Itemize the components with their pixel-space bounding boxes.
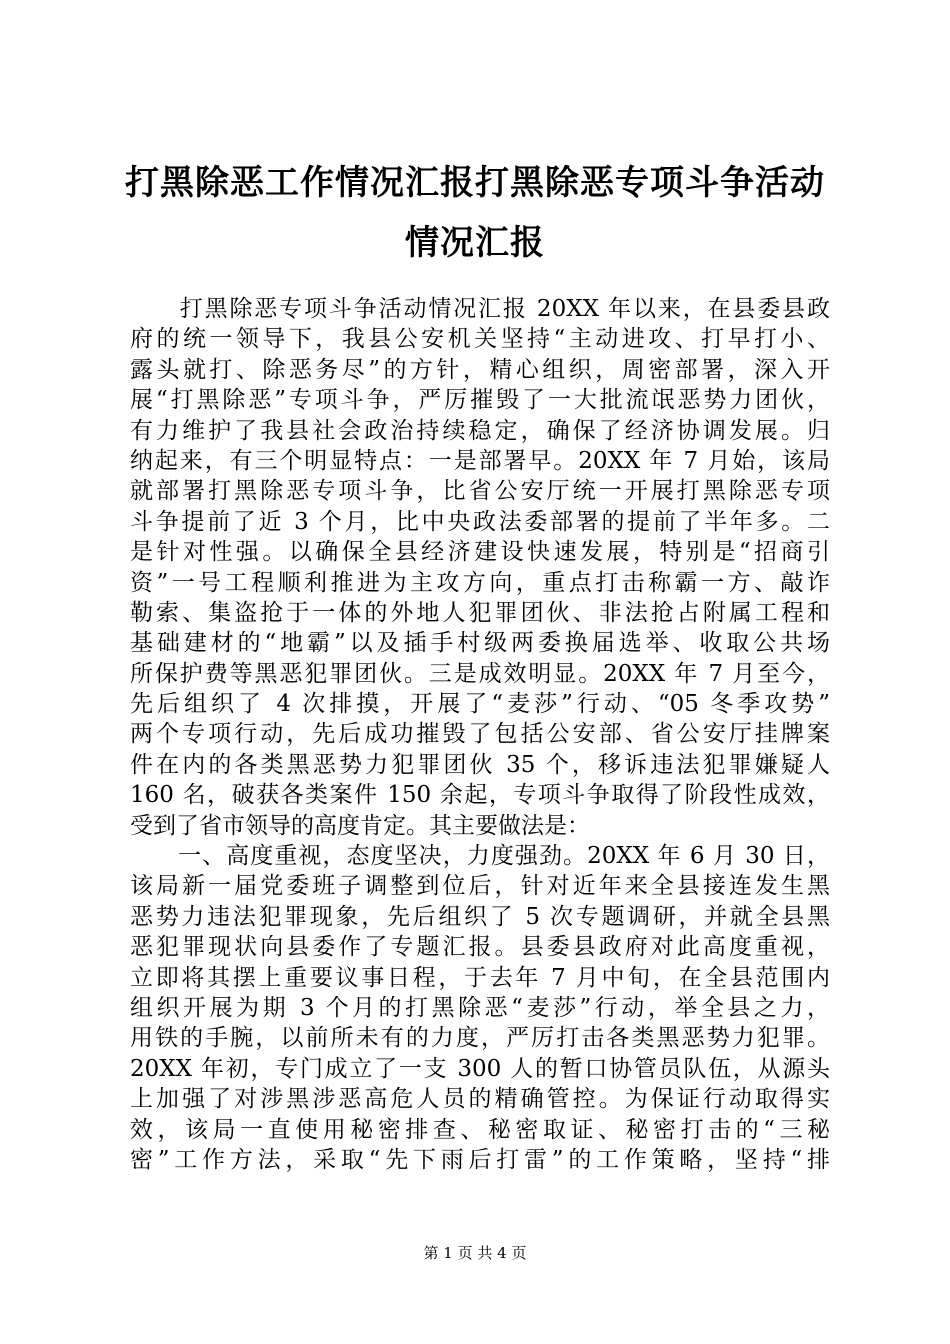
document-title-line-1: 打黑除恶工作情况汇报打黑除恶专项斗争活动: [125, 163, 825, 203]
document-title-line-2: 情况汇报: [405, 223, 545, 263]
body-line: 有力维护了我县社会政治持续稳定，确保了经济协调发展。归: [130, 417, 830, 444]
body-line: 打黑除恶专项斗争活动情况汇报 20XX 年以来，在县委县政: [130, 296, 830, 322]
body-line: 就部署打黑除恶专项斗争，比省公安厅统一开展打黑除恶专项: [130, 478, 830, 505]
body-line: 该局新一届党委班子调整到位后，针对近年来全县接连发生黑: [130, 873, 830, 900]
document-body: [130, 294, 830, 1175]
body-line: 资”一号工程顺利推进为主攻方向，重点打击称霸一方、敲诈: [130, 569, 830, 596]
body-line: 用铁的手腕，以前所未有的力度，严厉打击各类黑恶势力犯罪。: [130, 1025, 830, 1052]
body-line: 组织开展为期 3 个月的打黑除恶“麦莎”行动，举全县之力，: [130, 994, 830, 1021]
body-line: 先后组织了 4 次排摸，开展了“麦莎”行动、“05 冬季攻势”: [130, 691, 830, 718]
body-line: 展“打黑除恶”专项斗争，严厉摧毁了一大批流氓恶势力团伙，: [130, 387, 830, 414]
body-line: 斗争提前了近 3 个月，比中央政法委部署的提前了半年多。二: [130, 508, 830, 535]
body-line: 受到了省市领导的高度肯定。其主要做法是：: [130, 812, 590, 839]
body-line: 所保护费等黑恶犯罪团伙。三是成效明显。20XX 年 7 月至今，: [130, 660, 830, 687]
body-line: 勒索、集盗抢于一体的外地人犯罪团伙、非法抢占附属工程和: [130, 599, 830, 626]
body-line: 立即将其摆上重要议事日程，于去年 7 月中旬，在全县范围内: [130, 964, 830, 991]
body-line: 恶犯罪现状向县委作了专题汇报。县委县政府对此高度重视，: [130, 934, 830, 961]
body-line: 密”工作方法，采取“先下雨后打雷”的工作策略，坚持“排: [130, 1146, 830, 1173]
body-line: 露头就打、除恶务尽”的方针，精心组织，周密部署，深入开: [130, 356, 830, 383]
body-line: 府的统一领导下，我县公安机关坚持“主动进攻、打早打小、: [130, 326, 830, 353]
body-line: 20XX 年初，专门成立了一支 300 人的暂口协管员队伍，从源头: [130, 1055, 830, 1082]
body-line: 件在内的各类黑恶势力犯罪团伙 35 个，移诉违法犯罪嫌疑人: [130, 751, 830, 778]
body-line: 是针对性强。以确保全县经济建设快速发展，特别是“招商引: [130, 539, 830, 566]
page-number-footer: 第 1 页 共 4 页: [423, 1244, 527, 1262]
body-line: 上加强了对涉黑涉恶高危人员的精确管控。为保证行动取得实: [130, 1086, 830, 1113]
body-line: 160 名，破获各类案件 150 余起，专项斗争取得了阶段性成效，: [130, 782, 830, 809]
body-line: 效，该局一直使用秘密排查、秘密取证、秘密打击的“三秘: [130, 1116, 830, 1143]
body-line: 两个专项行动，先后成功摧毁了包括公安部、省公安厅挂牌案: [130, 721, 830, 748]
body-line: 纳起来，有三个明显特点：一是部署早。20XX 年 7 月始，该局: [130, 447, 830, 474]
body-line: 恶势力违法犯罪现象，先后组织了 5 次专题调研，并就全县黑: [130, 903, 830, 930]
body-line: 一、高度重视，态度坚决，力度强劲。20XX 年 6 月 30 日，: [130, 843, 830, 870]
body-line: 基础建材的“地霸”以及插手村级两委换届选举、收取公共场: [130, 630, 830, 657]
